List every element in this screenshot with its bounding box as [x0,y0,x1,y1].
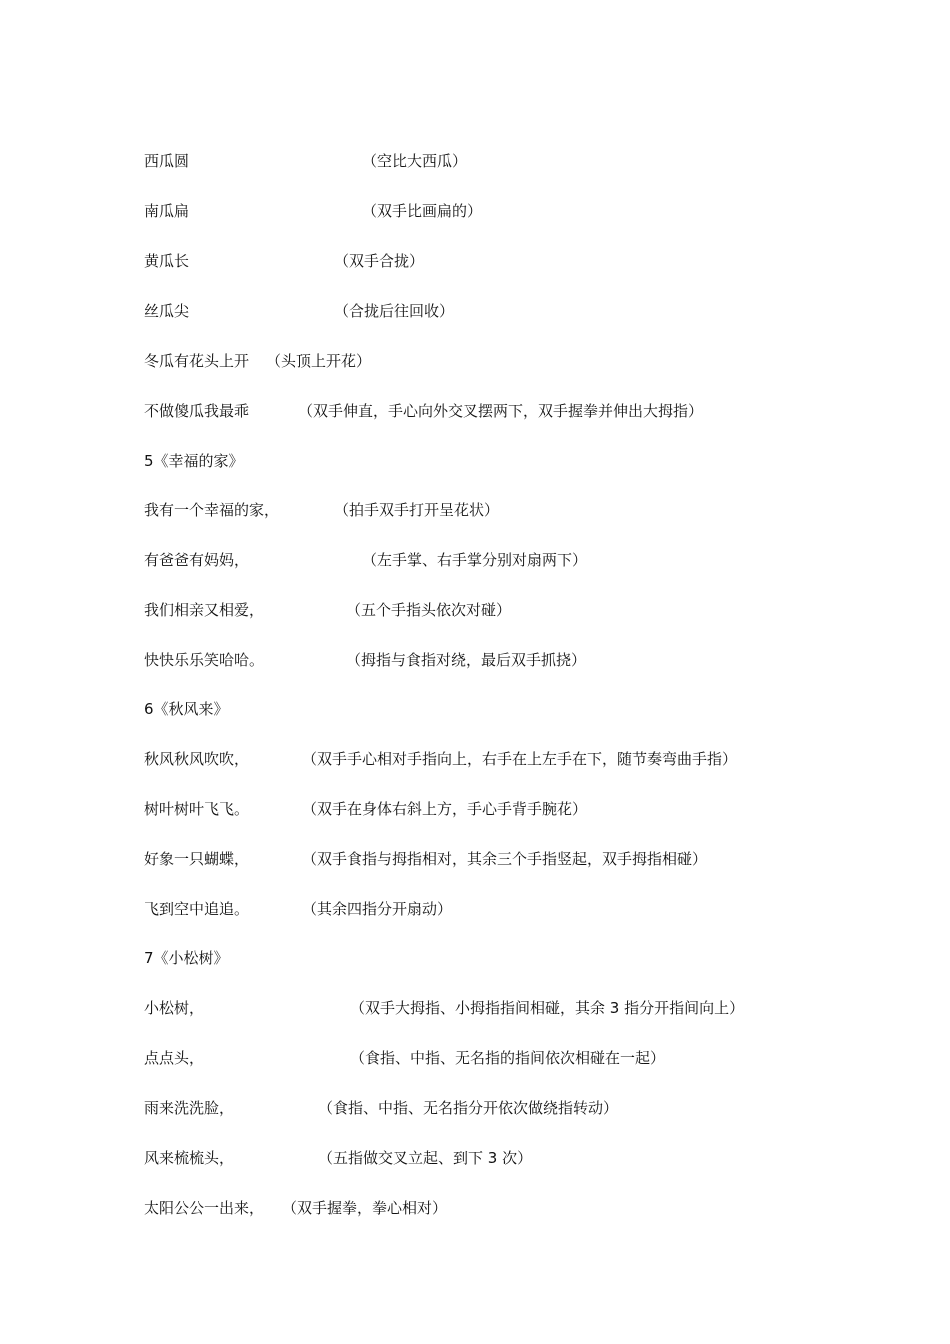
action-text: （双手合拢） [334,252,425,270]
lyric-text: 雨来洗洗脸， [144,1099,235,1117]
action-text: （合拢后往回收） [334,302,455,320]
action-text: （五个手指头依次对碰） [346,601,512,619]
lyric-text: 我们相亲又相爱， [144,601,265,619]
lyric-text: 秋风秋风吹吹， [144,750,250,768]
action-text: （食指、中指、无名指分开依次做绕指转动） [318,1099,619,1117]
lyric-text: 快快乐乐笑哈哈。 [144,651,265,669]
lyric-text: 小松树， [144,999,205,1017]
action-text: （双手比画扁的） [362,202,483,220]
lyric-text: 风来梳梳头， [144,1149,235,1167]
action-text: （双手手心相对手指向上，右手在上左手在下，随节奏弯曲手指） [302,750,738,768]
action-text: （空比大西瓜） [362,152,468,170]
lyric-text: 黄瓜长 [144,252,190,270]
lyric-text: 点点头， [144,1049,205,1067]
action-text: （头顶上开花） [266,352,372,370]
action-text: （双手伸直，手心向外交叉摆两下，双手握拳并伸出大拇指） [298,402,704,420]
lyric-text: 西瓜圆 [144,152,190,170]
action-text: （食指、中指、无名指的指间依次相碰在一起） [350,1049,666,1067]
lyric-text: 有爸爸有妈妈， [144,551,250,569]
action-text: （左手掌、右手掌分别对扇两下） [362,551,588,569]
lyric-text: 树叶树叶飞飞。 [144,800,250,818]
action-text: （其余四指分开扇动） [302,900,453,918]
lyric-text: 不做傻瓜我最乖 [144,402,250,420]
heading-text: 5《幸福的家》 [144,452,244,470]
action-text: （五指做交叉立起、到下 3 次） [318,1149,533,1167]
action-text: （双手握拳，拳心相对） [282,1199,448,1217]
lyric-text: 丝瓜尖 [144,302,190,320]
lyric-text: 冬瓜有花头上开 [144,352,250,370]
heading-text: 7《小松树》 [144,949,229,967]
action-text: （双手在身体右斜上方，手心手背手腕花） [302,800,588,818]
heading-text: 6《秋风来》 [144,700,229,718]
lyric-text: 太阳公公一出来， [144,1199,265,1217]
action-text: （拍手双手打开呈花状） [334,501,500,519]
action-text: （双手食指与拇指相对，其余三个手指竖起，双手拇指相碰） [302,850,708,868]
lyric-text: 好象一只蝴蝶， [144,850,250,868]
action-text: （拇指与食指对绕，最后双手抓挠） [346,651,587,669]
lyric-text: 南瓜扁 [144,202,190,220]
lyric-text: 我有一个幸福的家， [144,501,280,519]
lyric-text: 飞到空中追追。 [144,900,250,918]
action-text: （双手大拇指、小拇指指间相碰，其余 3 指分开指间向上） [350,999,745,1017]
